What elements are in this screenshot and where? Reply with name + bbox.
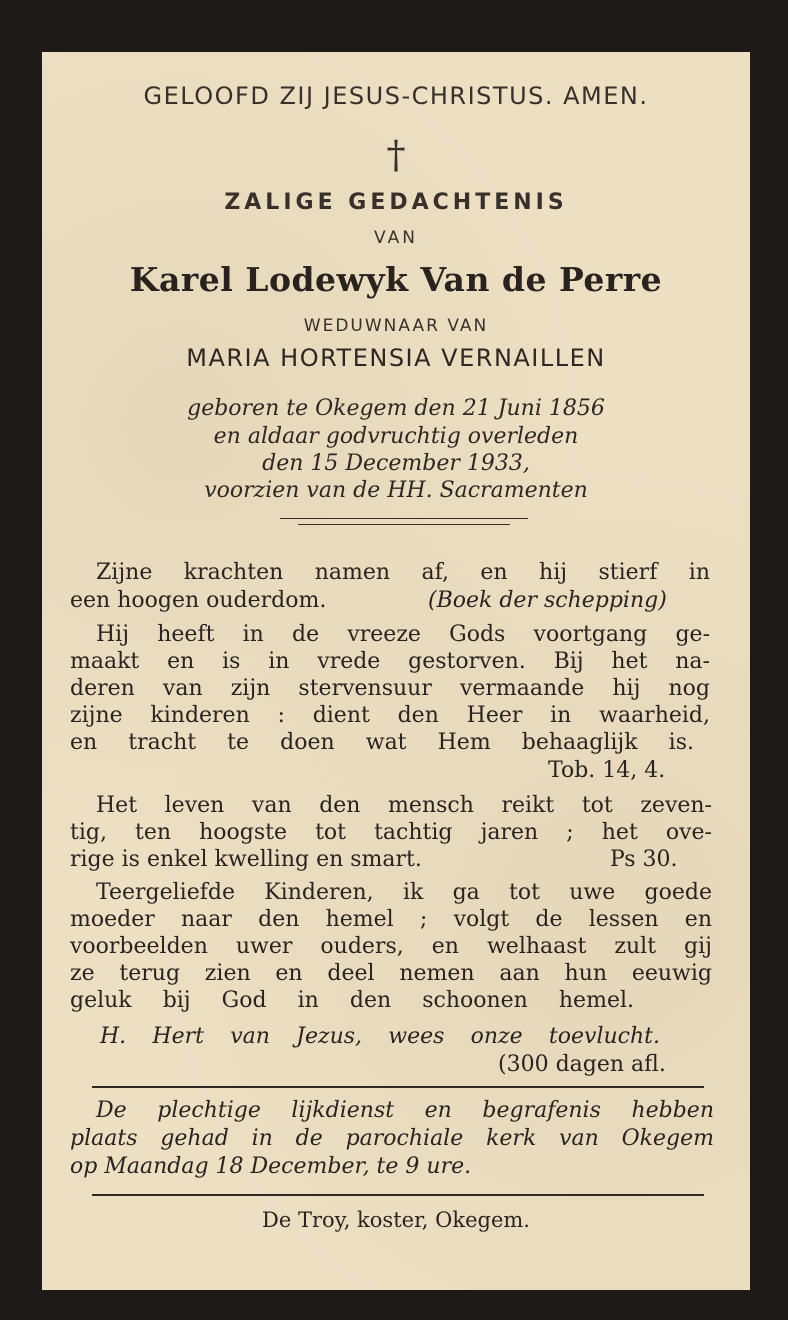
paragraph-4-line-1: Teergeliefde Kinderen, ik ga tot uwe goede — [96, 880, 712, 905]
funeral-line-3: op Maandag 18 December, te 9 ure. — [70, 1154, 472, 1179]
widower-of-label: WEDUWNAAR VAN — [303, 316, 489, 336]
deceased-name: Karel Lodewyk Van de Perre — [129, 260, 663, 299]
printer-credit: De Troy, koster, Okegem. — [262, 1208, 530, 1232]
ornamental-rule-upper — [280, 518, 528, 519]
paragraph-2-line-1: Hij heeft in de vreeze Gods voortgang ge- — [96, 622, 710, 647]
paragraph-2-reference: Tob. 14, 4. — [548, 758, 666, 783]
paragraph-4-line-3: voorbeelden uwer ouders, en welhaast zult gij — [70, 934, 712, 959]
divider-rule-upper — [92, 1086, 704, 1088]
spouse-name: MARIA HORTENSIA VERNAILLEN — [186, 344, 606, 372]
prayer-line: H. Hert van Jezus, wees onze toevlucht. — [100, 1024, 660, 1049]
paragraph-1-line-1: Zijne krachten namen af, en hij stierf in — [96, 560, 710, 585]
paragraph-3-line-2: tig, ten hoogste tot tachtig jaren ; het ove- — [70, 820, 712, 845]
paragraph-4-line-2: moeder naar den hemel ; volgt de lessen en — [70, 907, 712, 932]
funeral-line-1: De plechtige lijkdienst en begrafenis hebben — [96, 1098, 714, 1123]
divider-rule-lower — [92, 1194, 704, 1196]
memorial-heading: ZALIGE GEDACHTENIS — [224, 190, 568, 215]
paragraph-1-line-2: een hoogen ouderdom. — [70, 588, 327, 613]
paragraph-2-line-4: zijne kinderen : dient den Heer in waarheid, — [70, 703, 710, 728]
greeting-line: GELOOFD ZIJ JESUS-CHRISTUS. AMEN. — [143, 82, 649, 110]
ornamental-rule-lower — [298, 524, 510, 525]
detail-line-death: en aldaar godvruchtig overleden — [213, 424, 579, 449]
paragraph-2-line-2: maakt en is in vrede gestorven. Bij het na- — [70, 649, 710, 674]
of-word: VAN — [374, 228, 418, 248]
detail-line-birth: geboren te Okegem den 21 Juni 1856 — [187, 396, 605, 421]
paragraph-2-line-5: en tracht te doen wat Hem behaaglijk is. — [70, 730, 694, 755]
paragraph-4-line-5: geluk bij God in den schoonen hemel. — [70, 988, 634, 1013]
detail-line-date: den 15 December 1933, — [262, 451, 530, 476]
paragraph-3-line-3: rige is enkel kwelling en smart. — [70, 847, 422, 872]
cross-icon: † — [386, 133, 406, 177]
detail-line-sacraments: voorzien van de HH. Sacramenten — [204, 478, 588, 503]
paragraph-2-line-3: deren van zijn stervensuur vermaande hij nog — [70, 676, 710, 701]
paragraph-4-line-4: ze terug zien en deel nemen aan hun eeuwig — [70, 961, 712, 986]
indulgence-note: (300 dagen afl. — [498, 1052, 666, 1077]
paragraph-1-source: (Boek der schepping) — [428, 588, 667, 613]
memorial-card — [42, 52, 750, 1290]
paragraph-3-line-1: Het leven van den mensch reikt tot zeven- — [96, 793, 712, 818]
funeral-line-2: plaats gehad in de parochiale kerk van Okegem — [70, 1126, 714, 1151]
paragraph-3-reference: Ps 30. — [610, 847, 678, 872]
